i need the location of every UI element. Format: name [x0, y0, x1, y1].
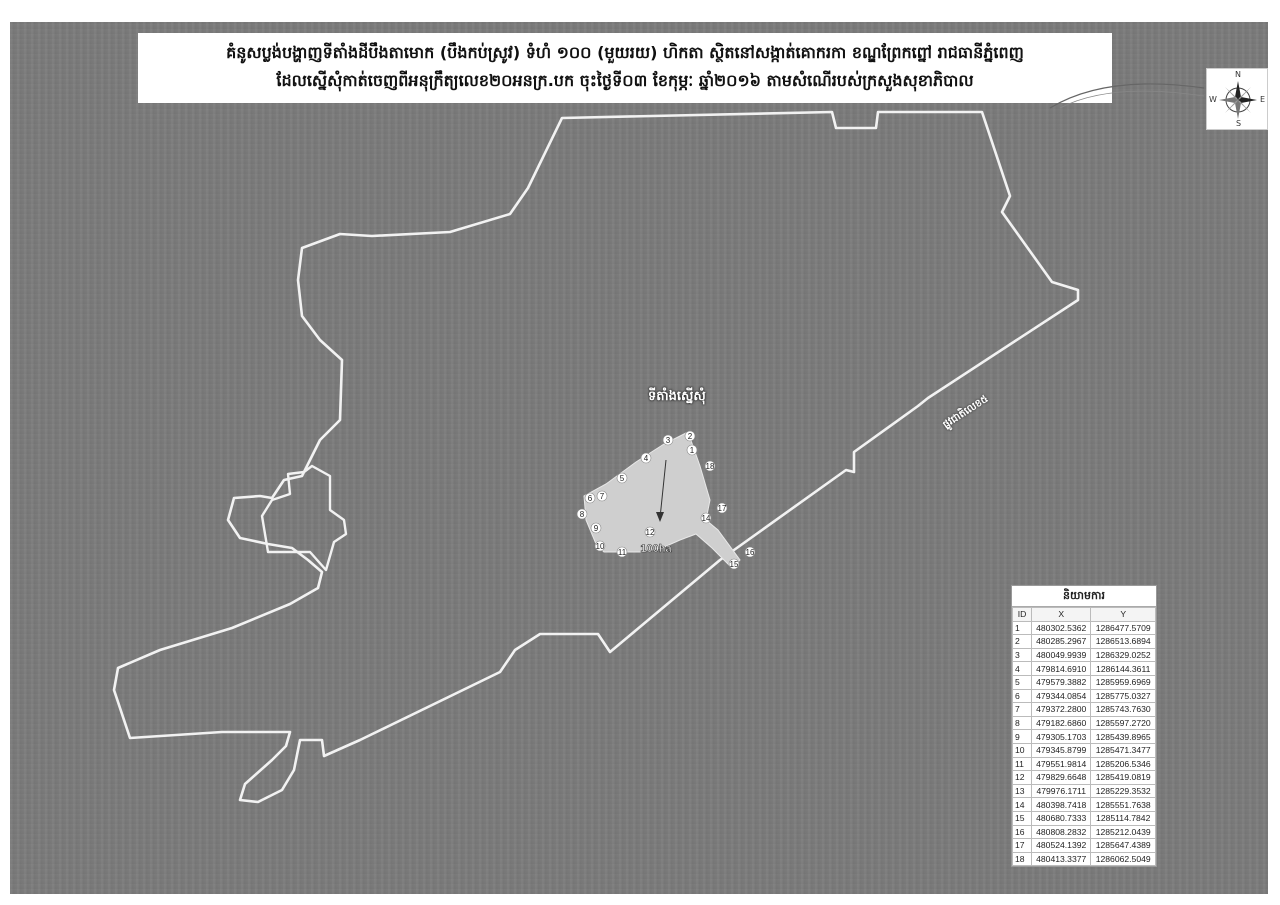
svg-text:8: 8: [579, 510, 585, 519]
title-line-2: ដែលស្នើសុំកាត់ចេញពីអនុក្រឹត្យលេខ២០អនក្រ.បក ចុះថ្ងៃទី០៣ ខែកុម្ភៈ ឆ្នាំ២០១៦ តាមសំណើរបស់ក្រសួងសុខាភិបាល: [276, 71, 974, 90]
lake-boundary: [114, 112, 1078, 802]
cell-id: 7: [1013, 703, 1032, 717]
point-9: [591, 523, 601, 533]
compass-east-label: E: [1260, 95, 1266, 104]
table-row: [1013, 784, 1156, 798]
cell-id: 8: [1013, 716, 1032, 730]
point-6: [585, 493, 595, 503]
cell-y: 1285743.7630: [1091, 703, 1156, 717]
table-header-row: [1013, 608, 1156, 622]
point-7: [597, 491, 607, 501]
cell-x: 480398.7418: [1032, 798, 1091, 812]
cell-id: 11: [1013, 757, 1032, 771]
svg-text:7: 7: [599, 492, 605, 501]
cell-id: 2: [1013, 635, 1032, 649]
cell-x: 479976.1711: [1032, 784, 1091, 798]
cell-y: 1285114.7842: [1091, 811, 1156, 825]
svg-text:15: 15: [729, 560, 739, 569]
svg-text:17: 17: [717, 504, 727, 513]
compass-west-label: W: [1209, 95, 1217, 104]
compass-south-label: S: [1236, 119, 1242, 128]
cell-x: 480680.7333: [1032, 811, 1091, 825]
cell-y: 1286329.0252: [1091, 648, 1156, 662]
cell-id: 17: [1013, 839, 1032, 853]
compass-rose-icon: [1218, 80, 1258, 120]
svg-text:1: 1: [689, 446, 695, 455]
cell-y: 1286477.5709: [1091, 621, 1156, 635]
cell-y: 1285959.6969: [1091, 675, 1156, 689]
svg-text:10: 10: [595, 542, 605, 551]
cell-y: 1285212.0439: [1091, 825, 1156, 839]
cell-x: 479579.3882: [1032, 675, 1091, 689]
cell-y: 1286144.3611: [1091, 662, 1156, 676]
svg-text:12: 12: [645, 528, 655, 537]
cell-id: 9: [1013, 730, 1032, 744]
table-row: [1013, 811, 1156, 825]
point-8: [577, 509, 587, 519]
svg-text:4: 4: [643, 454, 649, 463]
table-row: [1013, 621, 1156, 635]
compass-north-label: N: [1235, 70, 1241, 79]
table-row: [1013, 675, 1156, 689]
point-17: [717, 503, 727, 513]
header-x: X: [1032, 608, 1091, 622]
cell-x: 479344.0854: [1032, 689, 1091, 703]
cell-y: 1286513.6894: [1091, 635, 1156, 649]
table-row: [1013, 798, 1156, 812]
cell-id: 12: [1013, 771, 1032, 785]
table-row: [1013, 662, 1156, 676]
cell-y: 1285597.2720: [1091, 716, 1156, 730]
cell-y: 1285206.5346: [1091, 757, 1156, 771]
svg-text:16: 16: [745, 548, 755, 557]
point-18: [705, 461, 715, 471]
point-1: [687, 445, 697, 455]
cell-x: 480302.5362: [1032, 621, 1091, 635]
cell-y: 1285471.3477: [1091, 743, 1156, 757]
point-12: [645, 527, 655, 537]
cell-x: 479551.9814: [1032, 757, 1091, 771]
cell-x: 479814.6910: [1032, 662, 1091, 676]
cell-id: 13: [1013, 784, 1032, 798]
cell-y: 1286062.5049: [1091, 852, 1156, 866]
point-15: [729, 559, 739, 569]
table-row: [1013, 743, 1156, 757]
point-3: [663, 435, 673, 445]
cell-id: 3: [1013, 648, 1032, 662]
cell-id: 18: [1013, 852, 1032, 866]
inner-notch-boundary: [262, 466, 346, 570]
cell-x: 479345.8799: [1032, 743, 1091, 757]
cell-y: 1285439.8965: [1091, 730, 1156, 744]
road-label: ផ្លូវជាតិលេខ៥: [941, 393, 991, 431]
cell-x: 479829.6648: [1032, 771, 1091, 785]
svg-text:3: 3: [665, 436, 671, 445]
cell-y: 1285551.7638: [1091, 798, 1156, 812]
official-stamp-fragment: [1046, 80, 1206, 110]
svg-text:14: 14: [701, 514, 711, 523]
table-row: [1013, 716, 1156, 730]
cell-id: 4: [1013, 662, 1032, 676]
table-row: [1013, 635, 1156, 649]
point-10: [595, 541, 605, 551]
svg-text:11: 11: [617, 548, 627, 557]
svg-text:2: 2: [687, 432, 693, 441]
point-11: [617, 547, 627, 557]
cell-x: 480524.1392: [1032, 839, 1091, 853]
map-title-box: [138, 33, 1112, 103]
point-4: [641, 453, 651, 463]
point-5: [617, 473, 627, 483]
table-row: [1013, 825, 1156, 839]
point-14: [701, 513, 711, 523]
coordinates-table-title: និយាមការ: [1012, 586, 1156, 607]
cell-x: 480413.3377: [1032, 852, 1091, 866]
point-16: [745, 547, 755, 557]
table-row: [1013, 839, 1156, 853]
table-row: [1013, 771, 1156, 785]
table-row: [1013, 648, 1156, 662]
cell-x: 479305.1703: [1032, 730, 1091, 744]
cell-x: 479372.2800: [1032, 703, 1091, 717]
cell-id: 10: [1013, 743, 1032, 757]
cell-id: 14: [1013, 798, 1032, 812]
header-id: ID: [1013, 608, 1032, 622]
cell-id: 1: [1013, 621, 1032, 635]
north-arrow: [1206, 68, 1268, 130]
svg-text:18: 18: [705, 462, 715, 471]
table-body: [1013, 621, 1156, 866]
cell-x: 480285.2967: [1032, 635, 1091, 649]
cell-id: 15: [1013, 811, 1032, 825]
parcel-area-label: 100ha: [640, 543, 672, 555]
cell-x: 480049.9939: [1032, 648, 1091, 662]
requested-area-label: ទីតាំងស្នើសុំ: [648, 389, 706, 404]
table-row: [1013, 757, 1156, 771]
cell-x: 480808.2832: [1032, 825, 1091, 839]
cell-y: 1285229.3532: [1091, 784, 1156, 798]
svg-text:9: 9: [593, 524, 599, 533]
cell-y: 1285419.0819: [1091, 771, 1156, 785]
point-2: [685, 431, 695, 441]
cell-x: 479182.6860: [1032, 716, 1091, 730]
coordinates-table: [1012, 607, 1156, 866]
table-row: [1013, 703, 1156, 717]
svg-text:5: 5: [619, 474, 625, 483]
table-row: [1013, 730, 1156, 744]
cell-id: 6: [1013, 689, 1032, 703]
coordinates-table-panel: [1011, 585, 1157, 867]
cell-id: 16: [1013, 825, 1032, 839]
cell-y: 1285647.4389: [1091, 839, 1156, 853]
svg-text:6: 6: [587, 494, 593, 503]
cell-y: 1285775.0327: [1091, 689, 1156, 703]
table-row: [1013, 689, 1156, 703]
title-line-1: គំនូសប្លង់បង្ហាញទីតាំងដីបឹងតាមោក (បឹងកប់ស្រូវ) ទំហំ ១០០ (មួយរយ) ហិកតា ស្ថិតនៅសង្កាត់គោករកា ខណ្ឌព្រែកព្នៅ រាជធានីភ្នំពេញ: [226, 43, 1024, 62]
table-row: [1013, 852, 1156, 866]
header-y: Y: [1091, 608, 1156, 622]
cell-id: 5: [1013, 675, 1032, 689]
